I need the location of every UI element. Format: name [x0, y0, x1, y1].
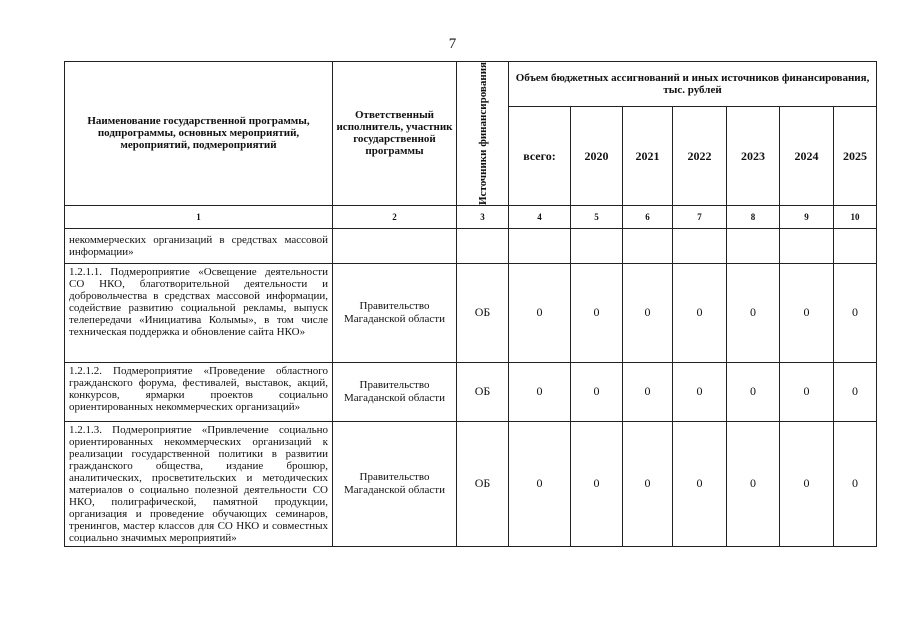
- row-value: [509, 228, 571, 263]
- row-name: некоммерческих организаций в средствах массовой информации»: [65, 228, 333, 263]
- row-responsible: Правительство Магаданской области: [333, 362, 457, 421]
- row-value: 0: [780, 263, 834, 362]
- row-name: 1.2.1.2. Подмероприятие «Проведение областного гражданского форума, фестивалей, выставок, акций, конкурсов, ярмарки проектов социально ориентированных некоммерческих организаций»: [65, 362, 333, 421]
- row-value: 0: [623, 421, 673, 546]
- row-value: 0: [571, 421, 623, 546]
- column-number: 8: [727, 205, 780, 228]
- header-sources: [457, 62, 509, 206]
- column-number-row: [65, 205, 877, 228]
- row-value: [623, 228, 673, 263]
- row-value: 0: [509, 421, 571, 546]
- header-responsible: Ответственный исполнитель, участник государственной программы: [333, 62, 457, 206]
- row-value: 0: [834, 263, 877, 362]
- row-source: ОБ: [457, 421, 509, 546]
- row-value: 0: [673, 263, 727, 362]
- funding-table: [64, 61, 877, 547]
- row-value: [571, 228, 623, 263]
- row-name: 1.2.1.1. Подмероприятие «Освещение деятельности СО НКО, благотворительной деятельности и добровольчества в средствах массовой информации, содействие развитию социальной рекламы, выпуск телепередачи «Инициатива Колымы», в том числе техническая поддержка и обновление сайта НКО»: [65, 263, 333, 362]
- row-value: 0: [727, 362, 780, 421]
- column-number: 10: [834, 205, 877, 228]
- column-number: 6: [623, 205, 673, 228]
- row-value: 0: [780, 362, 834, 421]
- row-value: 0: [834, 362, 877, 421]
- row-source: [457, 228, 509, 263]
- row-value: [673, 228, 727, 263]
- column-number: 2: [333, 205, 457, 228]
- row-responsible: Правительство Магаданской области: [333, 421, 457, 546]
- row-value: 0: [727, 263, 780, 362]
- row-value: 0: [509, 362, 571, 421]
- header-funding: Объем бюджетных ассигнований и иных источников финансирования, тыс. рублей: [509, 62, 877, 107]
- row-value: 0: [509, 263, 571, 362]
- row-source: ОБ: [457, 362, 509, 421]
- header-year-2025: 2025: [834, 107, 877, 206]
- row-source: ОБ: [457, 263, 509, 362]
- column-number: 1: [65, 205, 333, 228]
- table-row: [65, 228, 877, 263]
- row-value: 0: [623, 362, 673, 421]
- column-number: 3: [457, 205, 509, 228]
- header-sources-label: Источники финансирования: [476, 62, 489, 205]
- row-value: 0: [571, 362, 623, 421]
- row-value: 0: [673, 362, 727, 421]
- header-year-2022: 2022: [673, 107, 727, 206]
- header-name: Наименование государственной программы, подпрограммы, основных мероприятий, мероприятий, подмероприятий: [65, 62, 333, 206]
- header-year-2021: 2021: [623, 107, 673, 206]
- row-value: [834, 228, 877, 263]
- row-value: 0: [673, 421, 727, 546]
- row-value: [727, 228, 780, 263]
- column-number: 5: [571, 205, 623, 228]
- table-row: [65, 362, 877, 421]
- row-value: 0: [571, 263, 623, 362]
- header-total: всего:: [509, 107, 571, 206]
- column-number: 7: [673, 205, 727, 228]
- column-number: 4: [509, 205, 571, 228]
- row-responsible: Правительство Магаданской области: [333, 263, 457, 362]
- header-year-2024: 2024: [780, 107, 834, 206]
- row-responsible: [333, 228, 457, 263]
- row-value: 0: [623, 263, 673, 362]
- table-row: [65, 421, 877, 546]
- row-value: 0: [780, 421, 834, 546]
- header-year-2020: 2020: [571, 107, 623, 206]
- table-row: [65, 263, 877, 362]
- header-year-2023: 2023: [727, 107, 780, 206]
- row-value: [780, 228, 834, 263]
- column-number: 9: [780, 205, 834, 228]
- row-value: 0: [727, 421, 780, 546]
- row-value: 0: [834, 421, 877, 546]
- row-name: 1.2.1.3. Подмероприятие «Привлечение социально ориентированных некоммерческих организаций к реализации государственной политики в развитии гражданского общества, издание брошюр, аналитических, просветительских и методических материалов о социально полезной деятельности СО НКО, полиграфической, памятной продукции, организация и проведение обучающих семинаров, тренингов, мастер классов для СО НКО и совместных социально значимых мероприятий»: [65, 421, 333, 546]
- page-number: 7: [448, 36, 457, 52]
